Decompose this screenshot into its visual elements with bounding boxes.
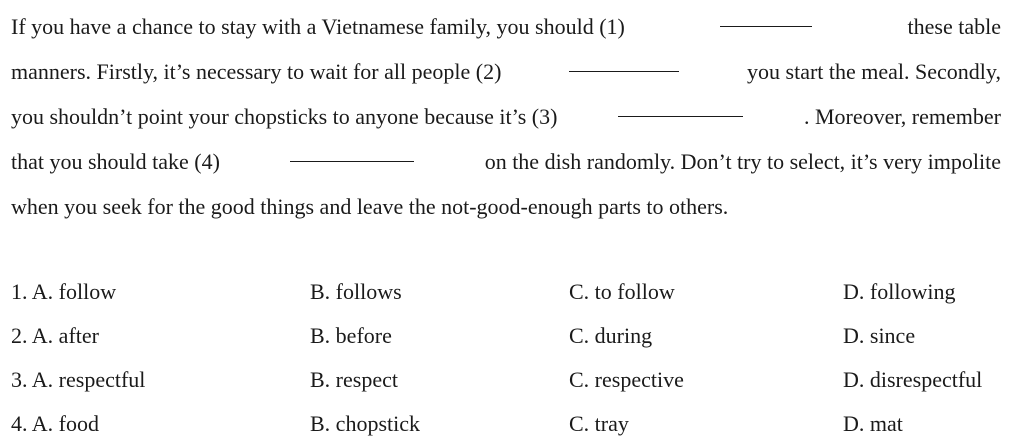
option-a[interactable] [11, 358, 145, 402]
answer-blank-3 [618, 94, 743, 117]
answer-blank-1 [720, 4, 812, 27]
option-text: A. food [31, 411, 100, 436]
option-d[interactable]: D. since [843, 323, 916, 348]
passage-text: . Moreover, remember [803, 104, 1001, 129]
option-c[interactable]: C. respective [569, 367, 684, 392]
passage-text: these table [907, 14, 1001, 39]
option-a[interactable] [11, 270, 116, 314]
option-b[interactable]: B. before [310, 323, 392, 348]
question-number: 1. [11, 279, 28, 304]
reading-passage [11, 4, 1001, 229]
option-d[interactable]: D. mat [843, 411, 903, 436]
option-c[interactable]: C. tray [569, 411, 629, 436]
option-d[interactable]: D. following [843, 279, 956, 304]
answer-blank-2 [569, 49, 679, 72]
question-number: 3. [11, 367, 28, 392]
passage-line-2 [11, 49, 1001, 94]
answer-options [11, 270, 1011, 446]
passage-line-5 [11, 184, 1001, 229]
option-text: A. respectful [31, 367, 146, 392]
option-b[interactable]: B. respect [310, 367, 398, 392]
option-a[interactable] [11, 314, 99, 358]
passage-text: If you have a chance to stay with a Vietnamese family, you should (1) [11, 14, 625, 39]
option-c[interactable]: C. during [569, 323, 653, 348]
passage-text: you shouldn’t point your chopsticks to anyone because it’s (3) [11, 104, 558, 129]
option-a[interactable] [11, 402, 99, 446]
passage-line-4 [11, 139, 1001, 184]
question-number: 2. [11, 323, 28, 348]
passage-line-3 [11, 94, 1001, 139]
question-row-1 [11, 270, 1011, 314]
option-text: A. after [31, 323, 99, 348]
option-b[interactable]: B. chopstick [310, 411, 420, 436]
answer-blank-4 [290, 139, 414, 162]
passage-text: manners. Firstly, it’s necessary to wait for all people (2) [11, 59, 502, 84]
question-row-4 [11, 402, 1011, 446]
question-row-3 [11, 358, 1011, 402]
passage-text: when you seek for the good things and leave the not-good-enough parts to others. [11, 194, 729, 219]
passage-text: you start the meal. Secondly, [747, 59, 1001, 84]
passage-text: that you should take (4) [11, 149, 220, 174]
passage-text: on the dish randomly. Don’t try to select, it’s very impolite [484, 149, 1001, 174]
option-d[interactable]: D. disrespectful [843, 367, 983, 392]
passage-line-1 [11, 4, 1001, 49]
question-row-2 [11, 314, 1011, 358]
option-b[interactable]: B. follows [310, 279, 402, 304]
option-text: A. follow [31, 279, 117, 304]
option-c[interactable]: C. to follow [569, 279, 675, 304]
question-number: 4. [11, 411, 28, 436]
